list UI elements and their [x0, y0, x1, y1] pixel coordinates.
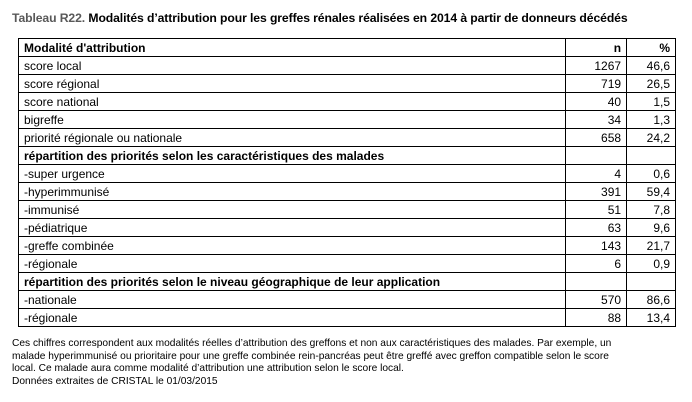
- row-n: 143: [566, 237, 627, 255]
- table-row: [19, 93, 676, 111]
- table-row: [19, 111, 676, 129]
- note-line: malade hyperimmunisé ou prioritaire pour une greffe combinée rein-pancréas peut être greffé avec greffon compatible selon le score: [12, 350, 609, 362]
- header-n: n: [566, 39, 627, 57]
- row-n: 391: [566, 183, 627, 201]
- row-pct: [627, 273, 676, 291]
- row-pct: 1,5: [627, 93, 676, 111]
- table-row: [19, 183, 676, 201]
- source-line: Données extraites de CRISTAL le 01/03/2015: [12, 375, 218, 387]
- row-n: 570: [566, 291, 627, 309]
- row-pct: 46,6: [627, 57, 676, 75]
- row-label: -immunisé: [19, 201, 566, 219]
- row-pct: 7,8: [627, 201, 676, 219]
- table-row: [19, 255, 676, 273]
- table-row: [19, 237, 676, 255]
- row-label: score local: [19, 57, 566, 75]
- row-n: 1267: [566, 57, 627, 75]
- row-pct: 9,6: [627, 219, 676, 237]
- section-label: répartition des priorités selon les caractéristiques des malades: [19, 147, 566, 165]
- row-pct: [627, 147, 676, 165]
- row-pct: 0,6: [627, 165, 676, 183]
- section-header-row: [19, 147, 676, 165]
- row-pct: 26,5: [627, 75, 676, 93]
- table-row: [19, 309, 676, 327]
- table-row: [19, 75, 676, 93]
- note-line: local. Ce malade aura comme modalité d’attribution une attribution selon le score local.: [12, 363, 404, 375]
- row-label: score national: [19, 93, 566, 111]
- table-row: [19, 165, 676, 183]
- row-n: 4: [566, 165, 627, 183]
- row-n: 88: [566, 309, 627, 327]
- row-n: [566, 147, 627, 165]
- row-label: score régional: [19, 75, 566, 93]
- table-title: [12, 10, 682, 26]
- table-notes: [12, 338, 684, 388]
- row-n: 51: [566, 201, 627, 219]
- row-pct: 21,7: [627, 237, 676, 255]
- row-label: -régionale: [19, 309, 566, 327]
- note-line: Ces chiffres correspondent aux modalités réelles d’attribution des greffons et non aux caractéristiques des malades. Par exemple, un: [12, 338, 612, 349]
- row-label: -hyperimmunisé: [19, 183, 566, 201]
- attribution-table: [18, 38, 676, 327]
- row-pct: 0,9: [627, 255, 676, 273]
- row-n: [566, 273, 627, 291]
- table-row: [19, 201, 676, 219]
- row-label: bigreffe: [19, 111, 566, 129]
- table-row: [19, 57, 676, 75]
- table-number: Tableau R22.: [12, 11, 86, 25]
- header-pct: %: [627, 39, 676, 57]
- row-label: priorité régionale ou nationale: [19, 129, 566, 147]
- row-pct: 13,4: [627, 309, 676, 327]
- row-n: 719: [566, 75, 627, 93]
- row-pct: 1,3: [627, 111, 676, 129]
- row-n: 6: [566, 255, 627, 273]
- table-row: [19, 219, 676, 237]
- section-label: répartition des priorités selon le niveau géographique de leur application: [19, 273, 566, 291]
- row-label: -pédiatrique: [19, 219, 566, 237]
- row-pct: 59,4: [627, 183, 676, 201]
- section-header-row: [19, 273, 676, 291]
- row-n: 34: [566, 111, 627, 129]
- row-label: -régionale: [19, 255, 566, 273]
- row-pct: 86,6: [627, 291, 676, 309]
- row-n: 40: [566, 93, 627, 111]
- row-label: -nationale: [19, 291, 566, 309]
- table-row: [19, 291, 676, 309]
- table-caption: Modalités d’attribution pour les greffes rénales réalisées en 2014 à partir de donneurs décédés: [88, 11, 628, 25]
- row-pct: 24,2: [627, 129, 676, 147]
- table-row: [19, 129, 676, 147]
- row-n: 63: [566, 219, 627, 237]
- row-label: -super urgence: [19, 165, 566, 183]
- row-n: 658: [566, 129, 627, 147]
- header-label: Modalité d'attribution: [19, 39, 566, 57]
- table-header-row: [19, 39, 676, 57]
- row-label: -greffe combinée: [19, 237, 566, 255]
